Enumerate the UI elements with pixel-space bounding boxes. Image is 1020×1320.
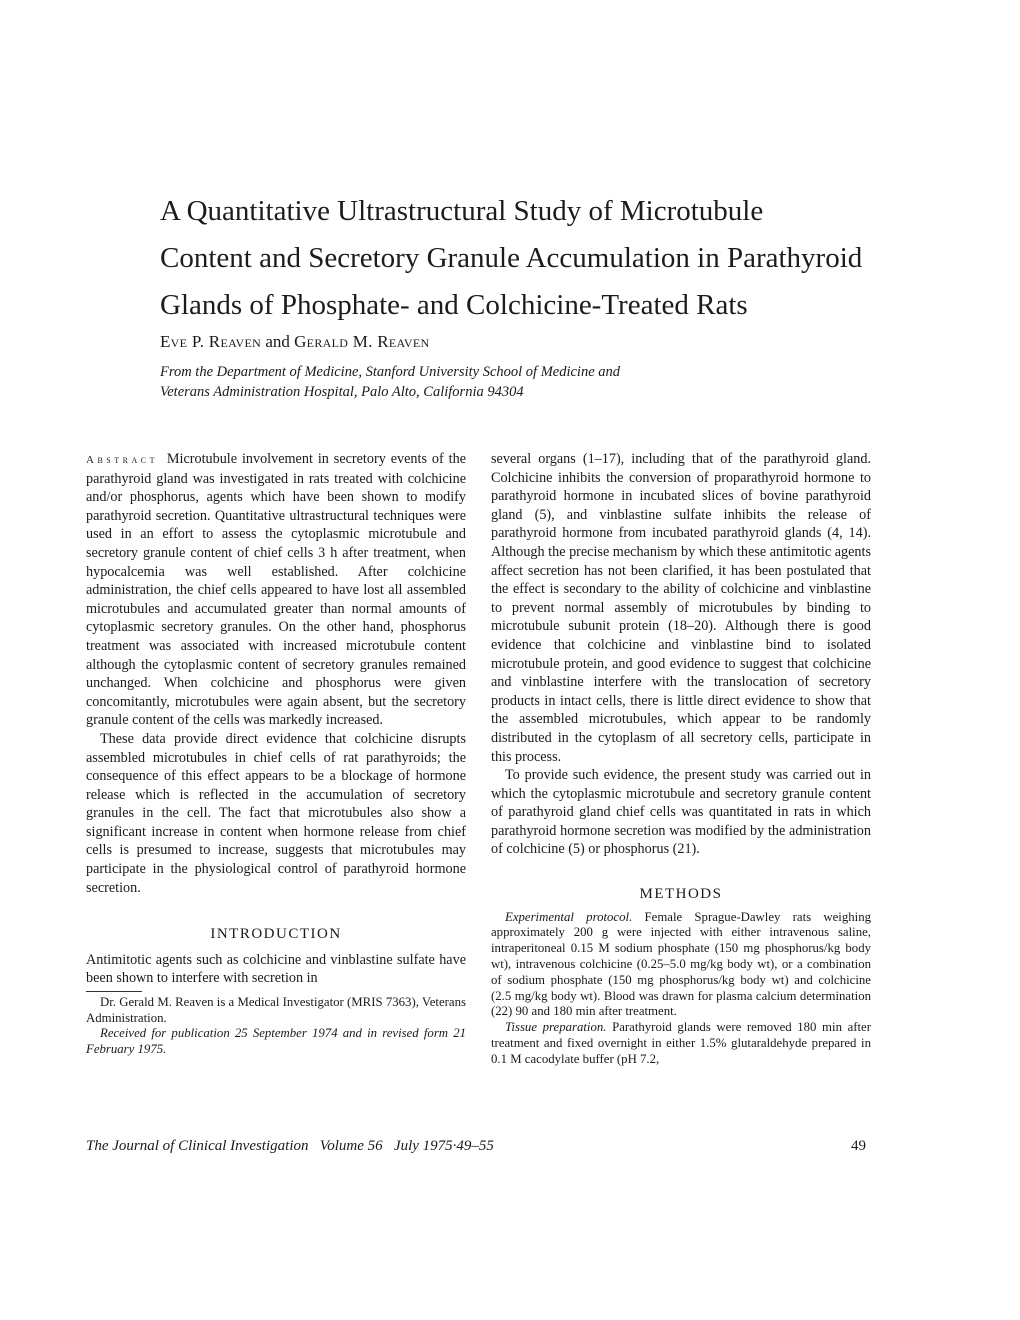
abstract-label: Abstract — [86, 454, 158, 466]
left-column — [86, 450, 466, 1057]
methods-paragraph — [491, 910, 871, 1021]
author-name: Gerald M. Reaven — [294, 332, 430, 351]
title-line: A Quantitative Ultrastructural Study of Microtubule — [160, 195, 764, 227]
affiliation — [160, 362, 620, 402]
footnotes — [86, 995, 466, 1057]
affiliation-line: From the Department of Medicine, Stanford University School of Medicine and — [160, 364, 621, 380]
abstract-text: Microtubule involvement in secretory events of the parathyroid gland was investigated in rats treated with colchicine and/or phosphorus, agents which have been shown to modify parathyroid secretion. Quantitative ultrastructural techniques were used in an effort to assess the cytoplasmic microtubule and secretory granule content of chief cells 3 h after treatment, when hypocalcemia was well established. After colchicine administration, the chief cells appeared to have lost all assembled microtubules and accumulated greater than normal amounts of cytoplasmic secretory granules. On the other hand, phosphorus treatment was associated with increased microtubule content although the cytoplasmic content of secretory granules remained unchanged. When colchicine and phosphorus were given concomitantly, microtubules were again absent, but the secretory granule content of the cells was markedly increased. — [86, 451, 466, 729]
introduction-paragraph: several organs (1–17), including that of the parathyroid gland. Colchicine inhibits the conversion of proparathyroid hormone to parathyroid hormone in incubated slices of bovine parathyroid gland (5), and vinblastine sulfate inhibits the release of parathyroid hormone from incubated parathyroid glands (4, 14). Although the precise mechanism by which these antimitotic agents affect secretion has not been clarified, it has been postulated that the effect is secondary to the ability of colchicine and vinblastine to prevent normal assembly of microtubules by binding to microtubule subunit protein (18–20). Although there is good evidence that colchicine and vinblastine bind to isolated microtubule protein, and good evidence to suggest that colchicine and vinblastine interfere with the translocation of secretory products in intact cells, there is little direct evidence to show that the assembled microtubules, which appear to be randomly distributed in the cytoplasm of all secretory cells, participate in this process. — [491, 451, 871, 765]
methods-text: Female Sprague-Dawley rats weighing approximately 200 g were injected with either intravenous saline, intraperitoneal 0.15 M sodium phosphate (150 mg phosphorus/kg body wt), intravenous colchicine (0.25–5.0 mg/kg body wt), or a combination of sodium phosphate (150 mg phosphorus/kg body wt) and colchicine (2.5 mg/kg body wt). Blood was drawn for plasma calcium determination (22) 90 and 180 min after treatment. — [491, 909, 872, 1019]
page-footer — [86, 1138, 866, 1155]
introduction-paragraph: To provide such evidence, the present study was carried out in which the cytoplasmic microtubule and secretory granule content of parathyroid gland chief cells was quantitated in rats in which parathyroid hormone secretion was modified by the administration of colchicine (5) or phosphorus (21). — [491, 767, 871, 858]
methods-heading: METHODS — [639, 886, 723, 903]
journal-pages: ·49–55 — [452, 1138, 494, 1154]
methods-paragraph — [491, 1020, 871, 1067]
journal-name: The Journal of Clinical Investigation — [86, 1138, 309, 1154]
footnote: Received for publication 25 September 1974 and in revised form 21 February 1975. — [86, 1026, 466, 1056]
article-title — [160, 188, 880, 329]
abstract-paragraph: These data provide direct evidence that colchicine disrupts assembled microtubules in chief cells of rat parathyroids; the consequence of this effect appears to be a blockage of hormone release which is reflected in the accumulation of secretory granules in the cell. The fact that microtubules also show a significant increase in content when hormone release from chief cells is presumed to increase, suggests that microtubules may participate in the physiological control of parathyroid hormone secretion. — [86, 730, 466, 896]
run-in-heading: Experimental protocol. — [505, 909, 633, 924]
page-number: 49 — [851, 1138, 866, 1154]
run-in-heading: Tissue preparation. — [505, 1020, 607, 1035]
footnote: Dr. Gerald M. Reaven is a Medical Investigator (MRIS 7363), Veterans Administration. — [86, 995, 466, 1025]
author-line — [160, 332, 430, 352]
introduction-heading: INTRODUCTION — [210, 926, 342, 943]
title-line: Content and Secretory Granule Accumulation in Parathyroid — [160, 242, 863, 274]
journal-date: July 1975 — [393, 1138, 453, 1154]
methods-body — [491, 910, 871, 1068]
title-line: Glands of Phosphate- and Colchicine-Treated Rats — [160, 289, 748, 321]
methods-text: Parathyroid glands were removed 180 min after treatment and fixed overnight in either 1.5% glutaraldehyde prepared in 0.1 M cacodylate buffer (pH 7.2, — [491, 1020, 872, 1066]
author-name: Eve P. Reaven — [160, 332, 262, 351]
introduction-paragraph: Antimitotic agents such as colchicine and vinblastine sulfate have been shown to interfere with secretion in — [86, 951, 466, 987]
footnote-divider — [86, 991, 142, 992]
author-conjunction: and — [265, 332, 290, 351]
journal-volume: Volume 56 — [319, 1138, 383, 1154]
abstract-paragraph — [86, 450, 466, 730]
right-column — [491, 450, 871, 1068]
affiliation-line: Veterans Administration Hospital, Palo Alto, California 94304 — [160, 384, 524, 400]
